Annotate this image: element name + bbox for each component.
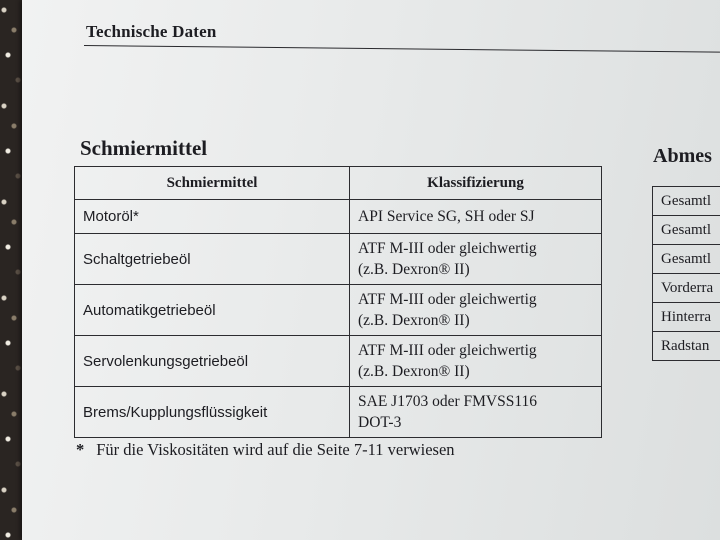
dimension-label: Gesamtl	[653, 245, 720, 274]
lubricant-name: Motoröl*	[75, 200, 350, 234]
dimension-label: Gesamtl	[653, 216, 720, 245]
lubricant-classification: ATF M-III oder gleichwertig (z.B. Dexron® II)	[350, 234, 602, 285]
table-row	[75, 234, 602, 285]
footnote-marker: *	[76, 440, 85, 459]
table-row	[653, 187, 720, 216]
dimension-label: Gesamtl	[653, 187, 720, 216]
background-surface	[0, 0, 24, 540]
page-header-title: Technische Daten	[86, 22, 217, 41]
dimension-label: Vorderra	[653, 274, 720, 303]
side-section-title: Abmes	[653, 145, 712, 167]
table-row	[653, 303, 720, 332]
table-row	[75, 200, 602, 234]
table-row	[653, 245, 720, 274]
lubricant-table	[74, 166, 602, 438]
table-row	[75, 285, 602, 336]
column-header: Klassifizierung	[350, 167, 602, 200]
table-row	[75, 336, 602, 387]
lubricant-name: Schaltgetriebeöl	[75, 234, 350, 285]
dimension-label: Hinterra	[653, 303, 720, 332]
lubricant-name: Servolenkungsgetriebeöl	[75, 336, 350, 387]
lubricant-classification: SAE J1703 oder FMVSS116 DOT-3	[350, 387, 602, 438]
footnote-text: Für die Viskositäten wird auf die Seite 7-11 verwiesen	[96, 440, 455, 459]
lubricant-classification: API Service SG, SH oder SJ	[350, 200, 602, 234]
column-header: Schmiermittel	[75, 167, 350, 200]
table-row	[75, 387, 602, 438]
dimensions-table	[652, 186, 720, 361]
table-row	[653, 332, 720, 361]
dimension-label: Radstan	[653, 332, 720, 361]
lubricant-name: Automatikgetriebeöl	[75, 285, 350, 336]
lubricant-name: Brems/Kupplungsflüssigkeit	[75, 387, 350, 438]
table-row	[653, 216, 720, 245]
table-row	[653, 274, 720, 303]
lubricant-classification: ATF M-III oder gleichwertig (z.B. Dexron® II)	[350, 336, 602, 387]
table-header-row	[75, 167, 602, 200]
section-title: Schmiermittel	[80, 136, 208, 160]
lubricant-classification: ATF M-III oder gleichwertig (z.B. Dexron® II)	[350, 285, 602, 336]
footnote	[76, 440, 455, 460]
